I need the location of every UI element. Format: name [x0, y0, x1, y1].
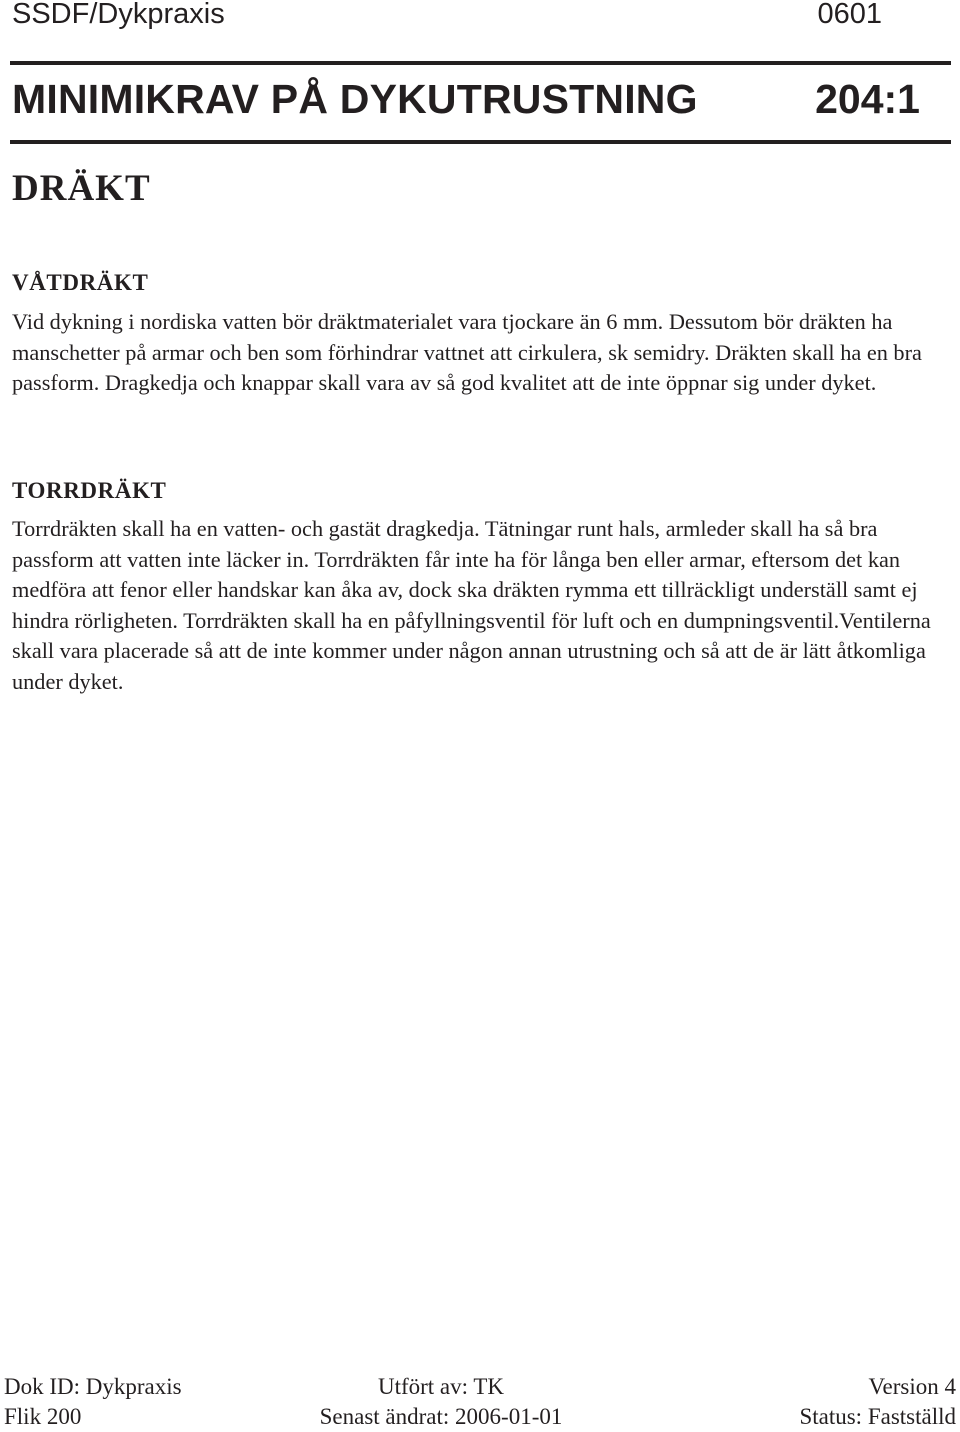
footer-doc-id: Dok ID: Dykpraxis: [4, 1374, 182, 1399]
footer-status: Status: Fastställd: [799, 1404, 956, 1429]
footer-tab: Flik 200: [4, 1404, 82, 1429]
document-title: MINIMIKRAV PÅ DYKUTRUSTNING: [12, 76, 698, 122]
wetsuit-heading: VÅTDRÄKT: [12, 270, 149, 295]
header-top-rule: [10, 61, 951, 65]
footer-performed-by: Utfört av: TK: [377, 1374, 505, 1399]
footer-row-1: [0, 1372, 960, 1402]
document-number: 204:1: [815, 76, 920, 122]
header-bottom-rule: [10, 140, 951, 144]
footer-version: Version 4: [868, 1374, 956, 1399]
wetsuit-paragraph: Vid dykning i nordiska vatten bör dräktmaterialet vara tjockare än 6 mm. Dessutom bör dräkten ha manschetter på armar och ben som förhindrar vattnet att cirkulera, sk semidry. Dräkten skall ha en bra passform. Dragkedja och knappar skall vara av så god kvalitet att de inte öppnar sig under dyket.: [12, 309, 922, 396]
footer-row-2: [0, 1402, 960, 1432]
header-code: 0601: [817, 0, 882, 30]
drysuit-paragraph: Torrdräkten skall ha en vatten- och gastät dragkedja. Tätningar runt hals, armleder skall ha så bra passform att vatten inte läcker in. Torrdräkten får inte ha för långa ben eller armar, eftersom det kan medföra att fenor eller handskar kan åka av, dock ska dräkten rymma ett tillräckligt underställ samt ej hindra rörligheten. Torrdräkten skall ha en påfyllningsventil för luft och en dumpningsventil.Ventilerna skall vara placerade så att de inte kommer under någon annan utrustning och så att de är lätt åtkomliga under dyket.: [12, 516, 931, 694]
footer-last-changed: Senast ändrat: 2006-01-01: [319, 1404, 563, 1429]
drysuit-heading: TORRDRÄKT: [12, 478, 167, 503]
header-organization: SSDF/Dykpraxis: [12, 0, 225, 30]
section-title: DRÄKT: [12, 168, 151, 209]
